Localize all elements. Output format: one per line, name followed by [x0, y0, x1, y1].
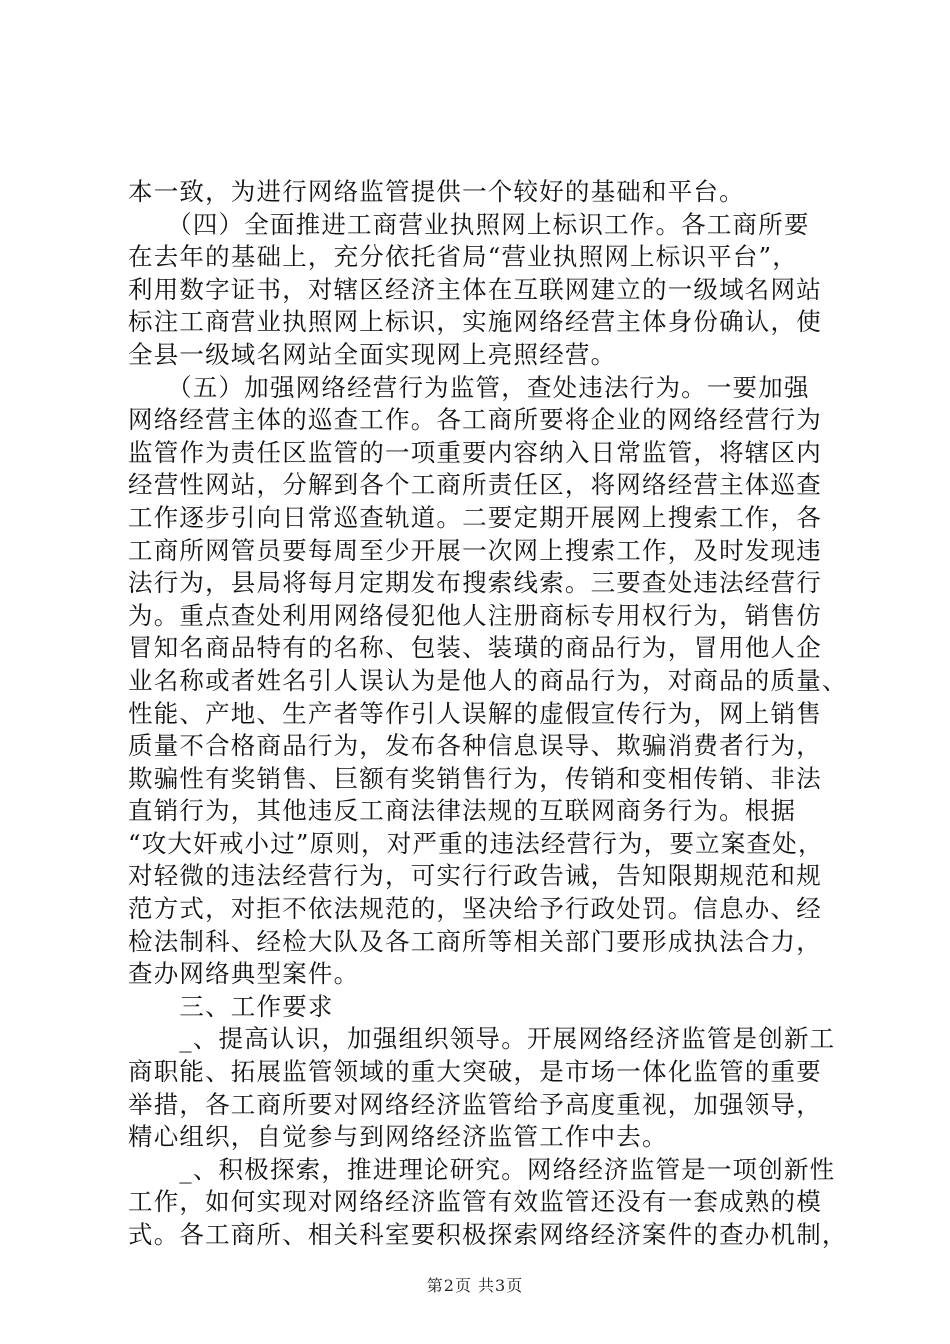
text-line: 在去年的基础上，充分依托省局“营业执照网上标识平台”，: [128, 242, 798, 272]
page-number: 第2页 共3页: [426, 1276, 524, 1295]
text-line: 工商所网管员要每周至少开展一次网上搜索工作，及时发现违: [128, 535, 822, 565]
text-line: 直销行为，其他违反工商法律法规的互联网商务行为。根据: [128, 796, 797, 826]
text-line: 经营性网站，分解到各个工商所责任区，将网络经营主体巡查: [128, 470, 822, 500]
text-line: 对轻微的违法经营行为，可实行行政告诫，告知限期规范和规: [128, 861, 822, 891]
text-line: 性能、产地、生产者等作引人误解的虚假宣传行为，网上销售: [128, 698, 822, 728]
text-line: 质量不合格商品行为，发布各种信息误导、欺骗消费者行为，: [128, 731, 822, 761]
text-line: 三、工作要求: [128, 991, 334, 1021]
text-line: 精心组织，自觉参与到网络经济监管工作中去。: [128, 1122, 668, 1152]
text-line: 商职能、拓展监管领域的重大突破，是市场一体化监管的重要: [128, 1057, 822, 1087]
text-line: “攻大奸戒小过”原则，对严重的违法经营行为，要立案查处，: [128, 828, 824, 858]
text-line: 全县一级域名网站全面实现网上亮照经营。: [128, 339, 617, 369]
text-line: 网络经营主体的巡查工作。各工商所要将企业的网络经营行为: [128, 405, 822, 435]
text-line: （五）加强网络经营行为监管，查处违法行为。一要加强: [128, 372, 810, 402]
text-line: 利用数字证书，对辖区经济主体在互联网建立的一级域名网站: [128, 274, 822, 304]
text-line: 举措，各工商所要对网络经济监管给予高度重视，加强领导，: [128, 1089, 822, 1119]
text-line: 为。重点查处利用网络侵犯他人注册商标专用权行为，销售仿: [128, 600, 822, 630]
text-line: _、积极探索，推进理论研究。网络经济监管是一项创新性: [128, 1154, 836, 1184]
text-line: 监管作为责任区监管的一项重要内容纳入日常监管，将辖区内: [128, 437, 822, 467]
text-line: 范方式，对拒不依法规范的，坚决给予行政处罚。信息办、经: [128, 894, 822, 924]
text-line: 标注工商营业执照网上标识，实施网络经营主体身份确认，使: [128, 307, 822, 337]
text-line: _、提高认识，加强组织领导。开展网络经济监管是创新工: [128, 1024, 836, 1054]
text-line: （四）全面推进工商营业执照网上标识工作。各工商所要: [128, 209, 810, 239]
document-body: [128, 176, 848, 1252]
text-line: 查办网络典型案件。: [128, 959, 360, 989]
text-line: 工作，如何实现对网络经济监管有效监管还没有一套成熟的模: [128, 1187, 822, 1217]
text-line: 欺骗性有奖销售、巨额有奖销售行为，传销和变相传销、非法: [128, 763, 822, 793]
text-line: 冒知名商品特有的名称、包装、装璜的商品行为，冒用他人企: [128, 633, 822, 663]
text-line: 式。各工商所、相关科室要积极探索网络经济案件的查办机制，: [128, 1220, 848, 1249]
text-line: 本一致，为进行网络监管提供一个较好的基础和平台。: [128, 177, 745, 206]
text-line: 业名称或者姓名引人误认为是他人的商品行为，对商品的质量、: [128, 665, 848, 695]
text-line: 检法制科、经检大队及各工商所等相关部门要形成执法合力，: [128, 926, 822, 956]
text-line: 工作逐步引向日常巡查轨道。二要定期开展网上搜索工作，各: [128, 502, 822, 532]
text-line: 法行为，县局将每月定期发布搜索线索。三要查处违法经营行: [128, 568, 822, 598]
